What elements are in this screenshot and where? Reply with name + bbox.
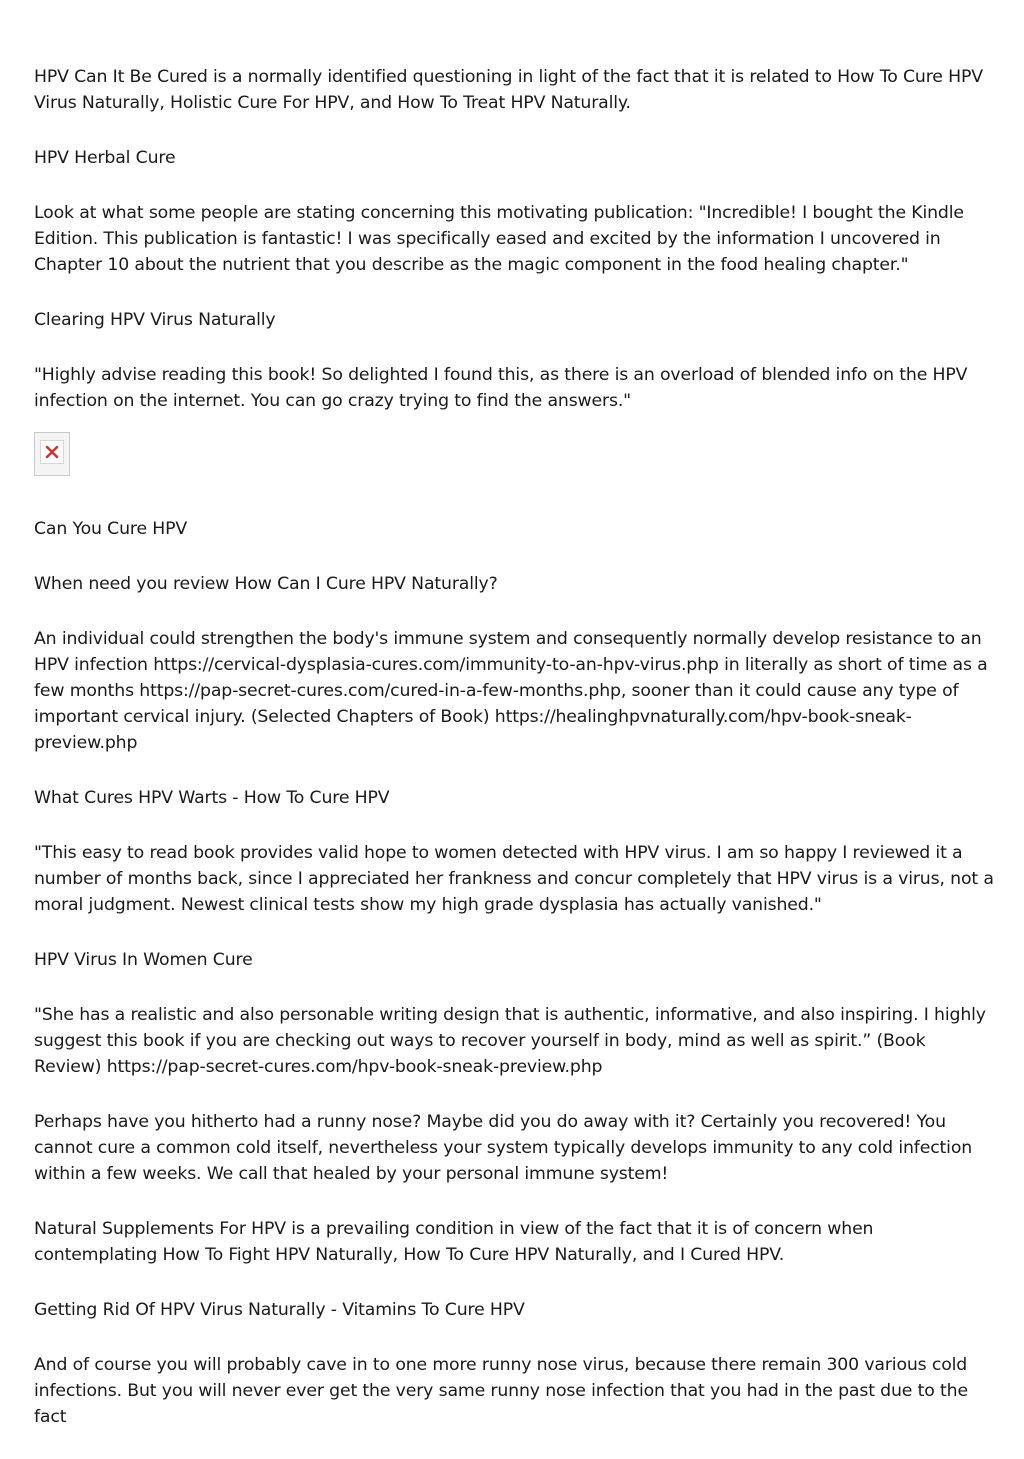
paragraph-testimonial-1: Look at what some people are stating concerning this motivating publication: "Incredible! I bought the Kindle Edition. This publication is fantastic! I was specifically eased and excited by the information I uncovered in Chapter 10 about the nutrient that you describe as the magic component in the food healing chapter." (34, 203, 964, 275)
heading-hpv-herbal-cure: HPV Herbal Cure (34, 148, 176, 168)
heading-hpv-virus-women: HPV Virus In Women Cure (34, 950, 253, 970)
paragraph-when-review: When need you review How Can I Cure HPV Naturally? (34, 574, 498, 594)
document-body (34, 64, 994, 1459)
heading-clearing-hpv: Clearing HPV Virus Naturally (34, 310, 276, 330)
paragraph-intro: HPV Can It Be Cured is a normally identified questioning in light of the fact that it is related to How To Cure HPV Virus Naturally, Holistic Cure For HPV, and How To Treat HPV Naturally. (34, 67, 983, 113)
paragraph-cold-infections: And of course you will probably cave in to one more runny nose virus, because there remain 300 various cold infections. But you will never ever get the very same runny nose infection that you had in the past due to the fact (34, 1355, 968, 1427)
heading-what-cures-warts: What Cures HPV Warts - How To Cure HPV (34, 788, 390, 808)
paragraph-immune-system: An individual could strengthen the body's immune system and consequently normally develop resistance to an HPV infection https://cervical-dysplasia-cures.com/immunity-to-an-hpv-virus.php in literally as short of time as a few months https://pap-secret-cures.com/cured-in-a-few-months.php, sooner than it could cause any type of important cervical injury. (Selected Chapters of Book) https://healinghpvnaturally.com/hpv-book-sneak-preview.php (34, 629, 988, 753)
broken-image-icon (34, 432, 70, 476)
paragraph-testimonial-3: "This easy to read book provides valid hope to women detected with HPV virus. I am so happy I reviewed it a number of months back, since I appreciated her frankness and concur completely that HPV virus is a virus, not a moral judgment. Newest clinical tests show my high grade dysplasia has actually vanished." (34, 843, 994, 915)
paragraph-testimonial-2: "Highly advise reading this book! So delighted I found this, as there is an overload of blended info on the HPV infection on the internet. You can go crazy trying to find the answers." (34, 365, 968, 411)
heading-can-you-cure-hpv: Can You Cure HPV (34, 519, 188, 539)
heading-getting-rid: Getting Rid Of HPV Virus Naturally - Vitamins To Cure HPV (34, 1300, 525, 1320)
paragraph-natural-supplements: Natural Supplements For HPV is a prevailing condition in view of the fact that it is of concern when contemplating How To Fight HPV Naturally, How To Cure HPV Naturally, and I Cured HPV. (34, 1219, 874, 1265)
paragraph-runny-nose: Perhaps have you hitherto had a runny nose? Maybe did you do away with it? Certainly you recovered! You cannot cure a common cold itself, nevertheless your system typically develops immunity to any cold infection within a few weeks. We call that healed by your personal immune system! (34, 1112, 973, 1184)
paragraph-book-review: "She has a realistic and also personable writing design that is authentic, informative, and also inspiring. I highly suggest this book if you are checking out ways to recover yourself in body, mind as well as spirit.” (Book Review) https://pap-secret-cures.com/hpv-book-sneak-preview.php (34, 1005, 986, 1077)
